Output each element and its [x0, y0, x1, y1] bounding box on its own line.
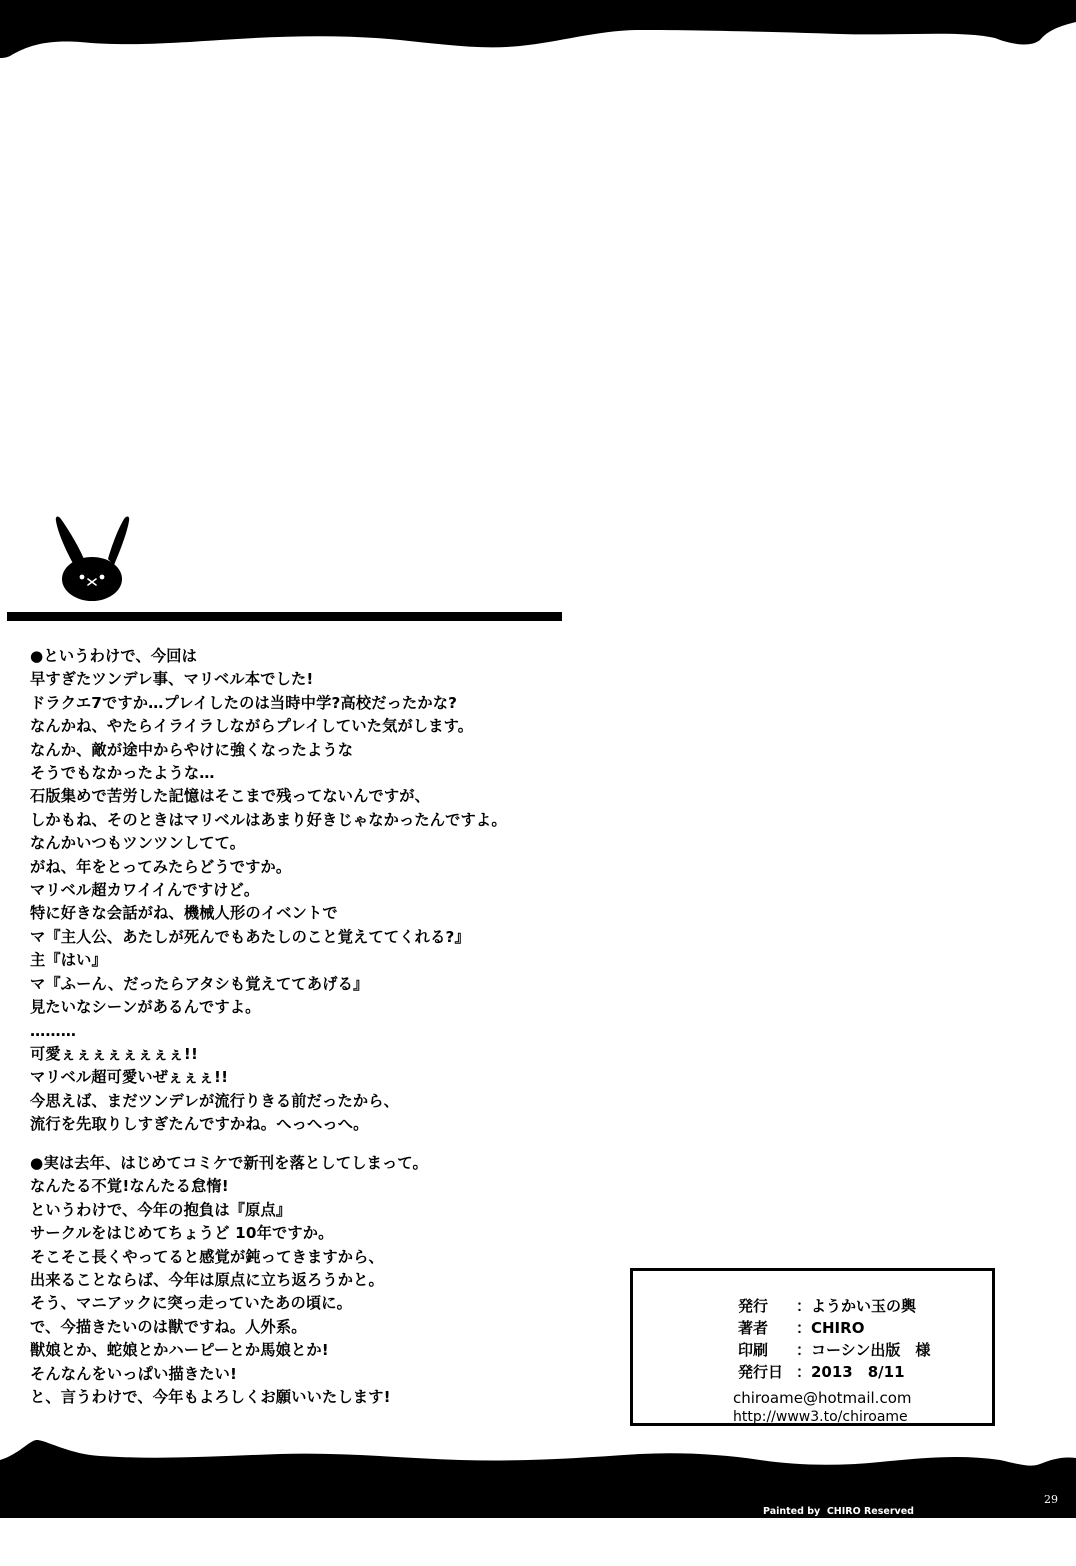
colophon-printer [738, 1339, 930, 1360]
afterword-section-1 [30, 645, 507, 1137]
text-line: 出来ることならば、今年は原点に立ち返ろうかと。 [30, 1271, 384, 1290]
text-line: そうでもなかったような… [30, 764, 215, 783]
printer-label: 印刷 [738, 1341, 769, 1359]
text-line: マ『ふーん、だったらアタシも覚えててあげる』 [30, 974, 369, 993]
text-line: がね、年をとってみたらどうですか。 [30, 857, 292, 876]
text-line: 流行を先取りしすぎたんですかね。へっへっへ。 [30, 1115, 369, 1134]
afterword-section-2 [30, 1152, 428, 1409]
colophon-author [738, 1317, 864, 1338]
text-line: そう、マニアックに突っ走っていたあの頃に。 [30, 1294, 353, 1313]
text-line: 可愛ぇぇぇぇぇぇぇぇ!! [30, 1044, 199, 1063]
text-line: 見たいなシーンがあるんですよ。 [30, 998, 261, 1017]
text-line: というわけで、今年の抱負は『原点』 [30, 1200, 292, 1219]
date-value: ：2013 8/11 [796, 1363, 905, 1381]
text-line: なんたる不覚!なんたる怠惰! [30, 1177, 229, 1196]
text-line: なんか、敵が途中からやけに強くなったような [30, 740, 354, 759]
text-line: なんかいつもツンツンしてて。 [30, 834, 246, 853]
text-line: ●実は去年、はじめてコミケで新刊を落としてしまって。 [30, 1154, 428, 1172]
text-line: そんなんをいっぱい描きたい! [30, 1364, 238, 1383]
text-line: なんかね、やたらイライラしながらプレイしていた気がします。 [30, 717, 474, 736]
text-line: マ『主人公、あたしが死んでもあたしのこと覚えててくれる?』 [30, 927, 470, 946]
section-divider [7, 612, 562, 621]
text-line: マリベル超可愛いぜぇぇぇ!! [30, 1068, 229, 1087]
page-number: 29 [1044, 1493, 1058, 1506]
text-line: 主『はい』 [30, 951, 107, 970]
credit-line-1: Painted by CHIRO Reserved [763, 1506, 914, 1517]
text-line: ●というわけで、今回は [30, 647, 198, 665]
date-label: 発行日 [738, 1363, 784, 1381]
credit-line-2: And Presented by youkaitamanokoshi [733, 1542, 946, 1553]
printer-value: ：コーシン出版 様 [796, 1341, 931, 1359]
colophon-publisher [738, 1295, 916, 1316]
bunny-icon [52, 515, 132, 603]
colophon-box [630, 1268, 995, 1426]
footer-credits [733, 1482, 946, 1566]
text-line: 獣娘とか、蛇娘とかハーピーとか馬娘とか! [30, 1341, 329, 1360]
text-line: マリベル超カワイイんですけど。 [30, 881, 260, 900]
text-line: そこそこ長くやってると感覚が鈍ってきますから、 [30, 1247, 384, 1266]
text-line: 早すぎたツンデレ事、マリベル本でした! [30, 670, 314, 689]
text-line: と、言うわけで、今年もよろしくお願いいたします! [30, 1388, 391, 1407]
text-line: ドラクエ7ですか…プレイしたのは当時中学?高校だったかな? [30, 693, 458, 712]
text-line: ……… [30, 1021, 77, 1040]
text-line: サークルをはじめてちょうど 10年ですか。 [30, 1224, 334, 1243]
top-decorative-band [0, 0, 1076, 70]
text-line: 石版集めで苦労した記憶はそこまで残ってないんですが、 [30, 787, 431, 806]
text-line: で、今描きたいのは獣ですね。人外系。 [30, 1317, 307, 1336]
author-label: 著者 [738, 1319, 769, 1337]
publisher-label: 発行 [738, 1297, 769, 1315]
text-line: 今思えば、まだツンデレが流行りきる前だったから、 [30, 1091, 399, 1110]
colophon-date [738, 1361, 905, 1382]
text-line: しかもね、そのときはマリベルはあまり好きじゃなかったんですよ。 [30, 810, 507, 829]
contact-email[interactable]: chiroame@hotmail.com [733, 1389, 912, 1407]
text-line: 特に好きな会話がね、機械人形のイベントで [30, 904, 338, 923]
publisher-value: ：ようかい玉の輿 [796, 1297, 917, 1315]
contact-url[interactable]: http://www3.to/chiroame [733, 1409, 908, 1425]
author-value: ：CHIRO [796, 1319, 865, 1337]
